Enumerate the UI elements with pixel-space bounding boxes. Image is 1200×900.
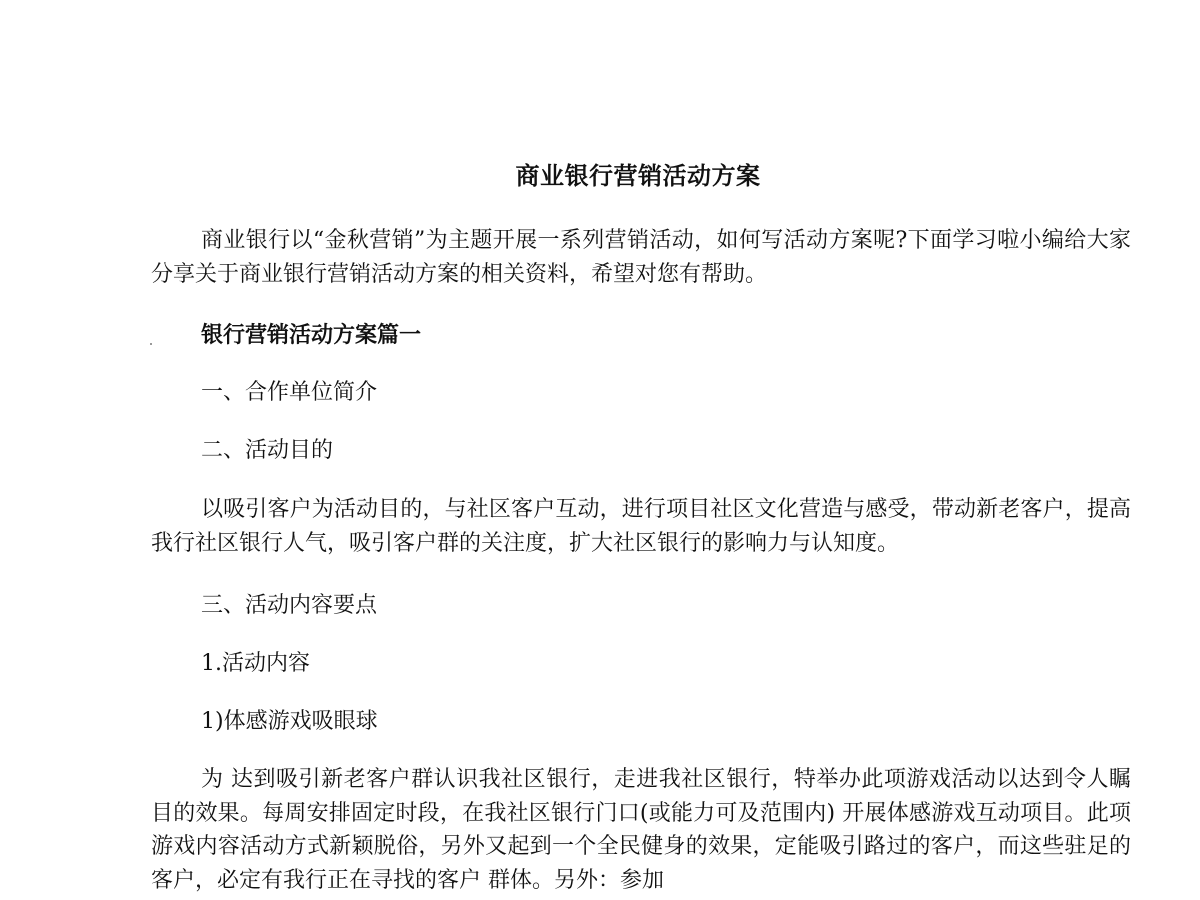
game-paragraph: 为 达到吸引新老客户群认识我社区银行，走进我社区银行，特举办此项游戏活动以达到令人瞩目的效果。每周安排固定时段，在我社区银行门口(或能力可及范围内) 开展体感游戏互动项目。此项游戏内容活动方式新颖脱俗，另外又起到一个全民健身的效果，定能吸引路过的客户，而这些驻足的客户，必定有我行正在寻找的客户 群体。另外：参加 (151, 767, 1131, 893)
item-content-points: 三、活动内容要点 (201, 593, 378, 618)
document-title: 商业银行营销活动方案 (515, 162, 761, 190)
item-partner-intro: 一、合作单位简介 (201, 380, 378, 405)
intro-paragraph: 商业银行以“金秋营销”为主题开展一系列营销活动，如何写活动方案呢?下面学习啦小编给大家分享关于商业银行营销活动方案的相关资料，希望对您有帮助。 (151, 228, 1131, 287)
subitem-activity-content: 1.活动内容 (201, 651, 310, 676)
bullet-mark (150, 343, 152, 345)
subitem-motion-game: 1)体感游戏吸眼球 (201, 709, 378, 734)
item-purpose: 二、活动目的 (201, 438, 334, 463)
section-heading: 银行营销活动方案篇一 (201, 323, 422, 348)
purpose-paragraph: 以吸引客户为活动目的，与社区客户互动，进行项目社区文化营造与感受，带动新老客户，提高我行社区银行人气，吸引客户群的关注度，扩大社区银行的影响力与认知度。 (151, 497, 1131, 556)
